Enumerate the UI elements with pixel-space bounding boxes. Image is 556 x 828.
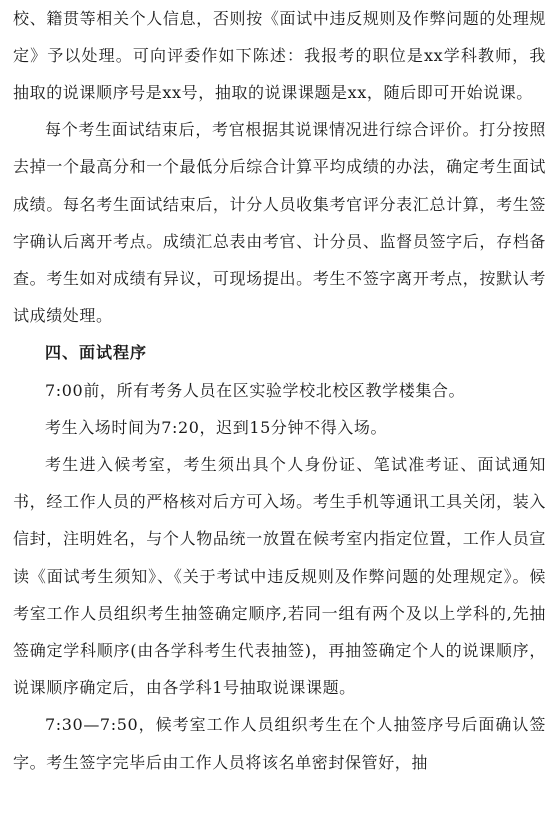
paragraph-sign-confirmation: 7:30—7:50，候考室工作人员组织考生在个人抽签序号后面确认签字。考生签字完毕后由工作人员将该名单密封保管好，抽 [13,715,546,772]
paragraph-entry-time: 考生入场时间为7:20，迟到15分钟不得入场。 [45,417,388,437]
paragraph-scoring-rules: 每个考生面试结束后，考官根据其说课情况进行综合评价。打分按照去掉一个最高分和一个最低分后综合计算平均成绩的办法，确定考生面试成绩。每名考生面试结束后，计分人员收集考官评分表汇总计算，考生签字确认后离开考点。成绩汇总表由考官、计分员、监督员签字后，存档备查。考生如对成绩有异议，可现场提出。考生不签字离开考点，按默认考试成绩处理。 [13,120,546,326]
paragraph-candidate-statement: 校、籍贯等相关个人信息，否则按《面试中违反规则及作弊问题的处理规定》予以处理。可向评委作如下陈述：我报考的职位是xx学科教师，我抽取的说课顺序号是xx号，抽取的说课课题是xx，随后即可开始说课。 [13,8,546,102]
paragraph-staff-assembly: 7:00前，所有考务人员在区实验学校北校区教学楼集合。 [45,380,466,400]
section-heading-interview-procedure: 四、面试程序 [45,343,148,363]
paragraph-waiting-room: 考生进入候考室，考生须出具个人身份证、笔试准考证、面试通知书，经工作人员的严格核对后方可入场。考生手机等通讯工具关闭，装入信封，注明姓名，与个人物品统一放置在候考室内指定位置，工作人员宣读《面试考生须知》、《关于考试中违反规则及作弊问题的处理规定》。候考室工作人员组织考生抽签确定顺序,若同一组有两个及以上学科的,先抽签确定学科顺序(由各学科考生代表抽签)，再抽签确定个人的说课顺序，说课顺序确定后，由各学科1号抽取说课课题。 [13,454,546,698]
